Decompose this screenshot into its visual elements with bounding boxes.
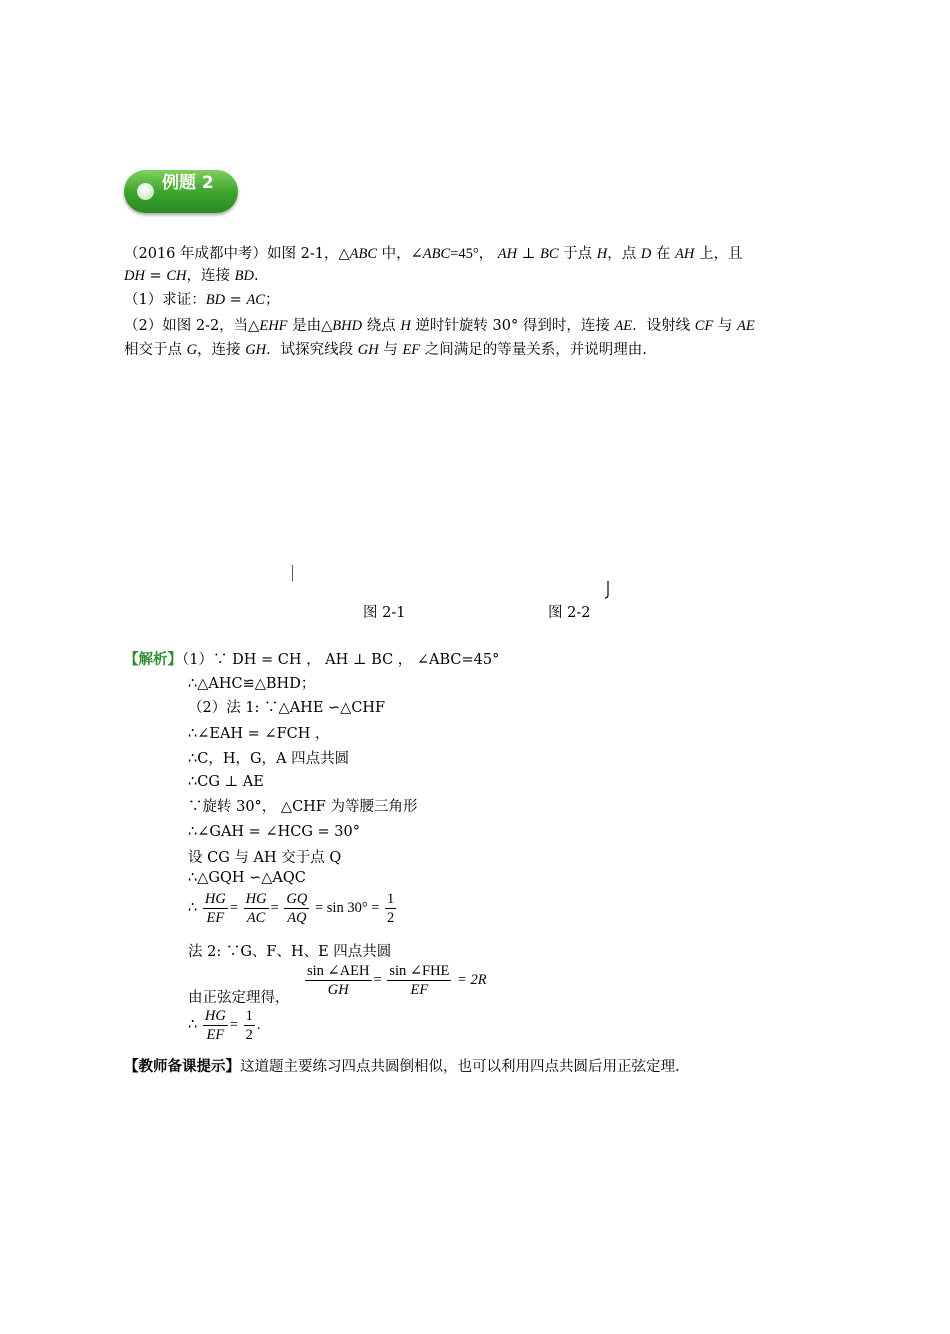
figure-2-1-fragment xyxy=(291,563,294,583)
solution-line-7: ∵旋转 30°， △CHF 为等腰三角形 xyxy=(188,799,418,815)
solution-line-8: ∴∠GAH = ∠HCG = 30° xyxy=(188,824,360,840)
solution-fraction-line-2: $\frac{\text{sin ∠AEH}}{GH}$ = $\frac{\text{sin ∠FHE}}{EF}$ = 2R xyxy=(307,963,487,998)
solution-line-9: 设 CG 与 AH 交于点 Q xyxy=(188,850,342,866)
solution-fraction-line-1: ∴ $\frac{HG}{EF}$ = $\frac{HG}{AC}$ = $\frac{GQ}{AQ}$ = sin 30° = $\frac{1}{2}$ xyxy=(188,891,395,926)
figure-2-2-caption: 图 2-2 xyxy=(548,605,591,621)
solution-fraction-line-3: ∴ $\frac{HG}{EF}$ = $\frac{1}{2}$ . xyxy=(188,1008,261,1043)
problem-part-2-line-2: 相交于点 G，连接 GH．试探究线段 GH 与 EF 之间满足的等量关系，并说明理由. xyxy=(124,342,647,358)
problem-part-1: （1）求证：BD = AC； xyxy=(124,292,280,308)
figure-2-1-caption: 图 2-1 xyxy=(363,605,406,621)
solution-line-2: ∴△AHC≌△BHD； xyxy=(188,676,316,692)
solution-line-5: ∴C，H，G，A 四点共圆 xyxy=(188,751,350,767)
teacher-tip-tag: 【教师备课提示】 xyxy=(124,1058,240,1075)
solution-line-10: ∴△GQH ∽△AQC xyxy=(188,870,306,886)
teacher-tip xyxy=(124,1057,680,1077)
solution-line-3: （2）法 1: ∵△AHE ∽△CHF xyxy=(188,700,386,716)
solution-line-11: 法 2: ∵G、F、H、E 四点共圆 xyxy=(188,944,392,960)
figure-2-2-fragment xyxy=(605,580,611,600)
badge-dot-icon xyxy=(137,183,154,200)
teacher-tip-text: 这道题主要练习四点共圆倒相似，也可以利用四点共圆后用正弦定理. xyxy=(240,1059,680,1075)
badge-label: 例题 2 xyxy=(162,173,214,193)
problem-line-1: （2016 年成都中考）如图 2-1，△ABC 中，∠ABC=45°， AH ⊥ BC 于点 H，点 D 在 AH 上，且 xyxy=(124,246,743,262)
problem-part-2-line-1: （2）如图 2-2，当△EHF 是由△BHD 绕点 H 逆时针旋转 30° 得到时，连接 AE．设射线 CF 与 AE xyxy=(124,318,755,334)
solution-line-4: ∴∠EAH = ∠FCH ， xyxy=(188,726,330,742)
solution-line-12: 由正弦定理得， xyxy=(188,990,290,1006)
solution-tag: 【解析】 xyxy=(124,651,182,668)
solution-line-1: 【解析】（1）∵ DH = CH ， AH ⊥ BC ， ∠ABC=45° xyxy=(124,651,500,668)
solution-line-6: ∴CG ⊥ AE xyxy=(188,774,264,790)
problem-line-2: DH = CH，连接 BD. xyxy=(124,268,259,284)
example-badge xyxy=(124,170,238,213)
